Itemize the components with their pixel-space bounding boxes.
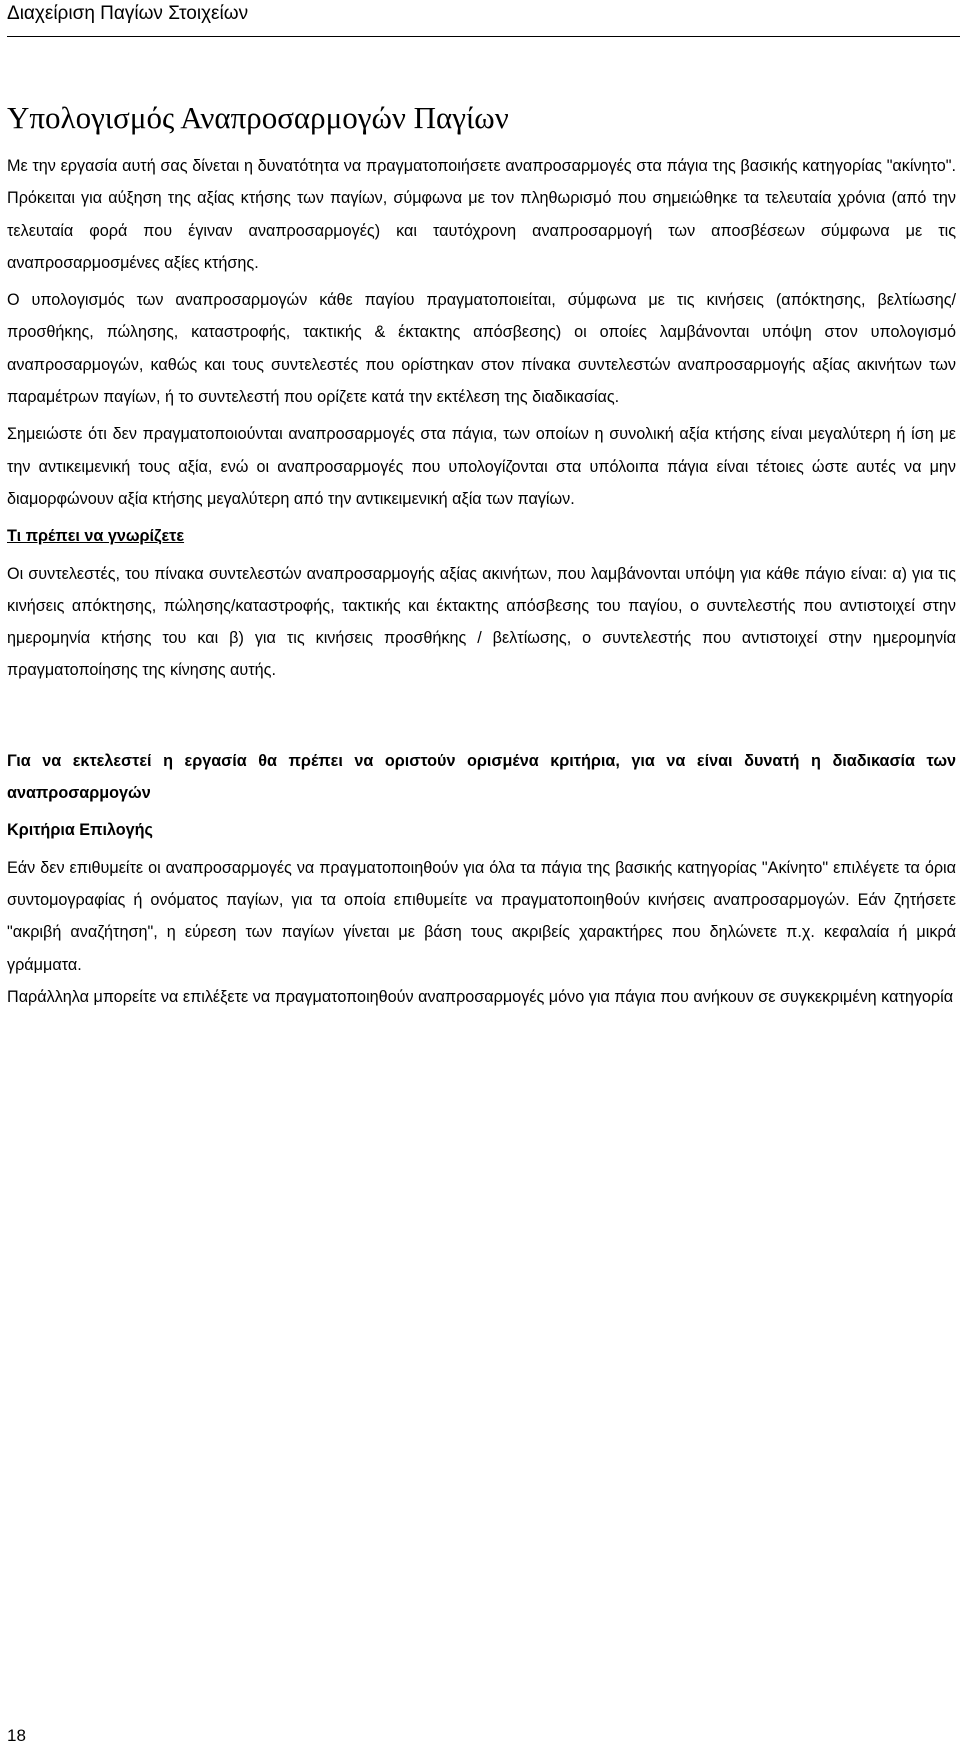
calculation-paragraph: Ο υπολογισμός των αναπροσαρμογών κάθε παγίου πραγματοποιείται, σύμφωνα με τις κινήσεις (απόκτησης, βελτίωσης/ προσθήκης, πώλησης, καταστροφής, τακτικής & έκτακτης απόσβεσης) οι οποίες λαμβάνονται υπόψη στον υπολογισμό αναπροσαρμογών, καθώς και τους συντελεστές που ορίστηκαν στον πίνακα συντελεστών αναπροσαρμογής αξίας ακινήτων των παραμέτρων παγίων, ή το συντελεστή που ορίζετε κατά την εκτέλεση της διαδικασίας.	[7, 291, 956, 407]
page-title: Υπολογισμός Αναπροσαρμογών Παγίων	[7, 100, 509, 135]
note-paragraph: Σημειώστε ότι δεν πραγματοποιούνται αναπροσαρμογές στα πάγια, των οποίων η συνολική αξία κτήσης είναι μεγαλύτερη ή ίση με την αντικειμενική τους αξία, ενώ οι αναπροσαρμογές που υπολογίζονται στα υπόλοιπα πάγια είναι τέτοιες ώστε αυτές να μην διαμορφώνουν αξία κτήσης μεγαλύτερη από την αντικειμενική αξία των παγίων.	[7, 425, 956, 508]
know-heading: Τι πρέπει να γνωρίζετε	[7, 527, 185, 546]
header-divider	[7, 36, 960, 37]
page-number: 18	[7, 1726, 26, 1745]
criteria-heading: Κριτήρια Επιλογής	[7, 821, 153, 840]
criteria-intro-heading: Για να εκτελεστεί η εργασία θα πρέπει να οριστούν ορισμένα κριτήρια, για να είναι δυνατή η διαδικασία των αναπροσαρμογών	[7, 751, 956, 803]
document-header-title: Διαχείριση Παγίων Στοιχείων	[7, 3, 249, 24]
document-body	[7, 150, 956, 1013]
category-paragraph: Παράλληλα μπορείτε να επιλέξετε να πραγματοποιηθούν αναπροσαρμογές μόνο για πάγια που ανήκουν σε συγκεκριμένη κατηγορία	[7, 987, 954, 1006]
know-paragraph: Οι συντελεστές, του πίνακα συντελεστών αναπροσαρμογής αξίας ακινήτων, που λαμβάνονται υπόψη για κάθε πάγιο είναι: α) για τις κινήσεις απόκτησης, πώλησης/καταστροφής, τακτικής και έκτακτης απόσβεσης του παγίου, ο συντελεστής που αντιστοιχεί στην ημερομηνία κτήσης του και β) για τις κινήσεις προσθήκης / βελτίωσης, ο συντελεστής που αντιστοιχεί στην ημερομηνία πραγματοποίησης της κίνησης αυτής.	[7, 564, 956, 680]
intro-paragraph: Με την εργασία αυτή σας δίνεται η δυνατότητα να πραγματοποιήσετε αναπροσαρμογές στα πάγια της βασικής κατηγορίας "ακίνητο". Πρόκειται για αύξηση της αξίας κτήσης των παγίων, σύμφωνα με τον πληθωρισμό που σημειώθηκε τα τελευταία χρόνια (από την τελευταία φορά που έγιναν αναπροσαρμογές) και ταυτόχρονη αναπροσαρμογή των αποσβέσεων σύμφωνα με τις αναπροσαρμοσμένες αξίες κτήσης.	[7, 157, 956, 272]
criteria-paragraph: Εάν δεν επιθυμείτε οι αναπροσαρμογές να πραγματοποιηθούν για όλα τα πάγια της βασικής κατηγορίας "Ακίνητο" επιλέγετε τα όρια συντομογραφίας ή ονόματος παγίων, για τα οποία επιθυμείτε να πραγματοποιηθούν κινήσεις αναπροσαρμογών. Εάν ζητήσετε "ακριβή αναζήτηση", η εύρεση των παγίων γίνεται με βάση τους ακριβείς χαρακτήρες που δηλώνετε π.χ. κεφαλαία ή μικρά γράμματα.	[7, 858, 956, 974]
